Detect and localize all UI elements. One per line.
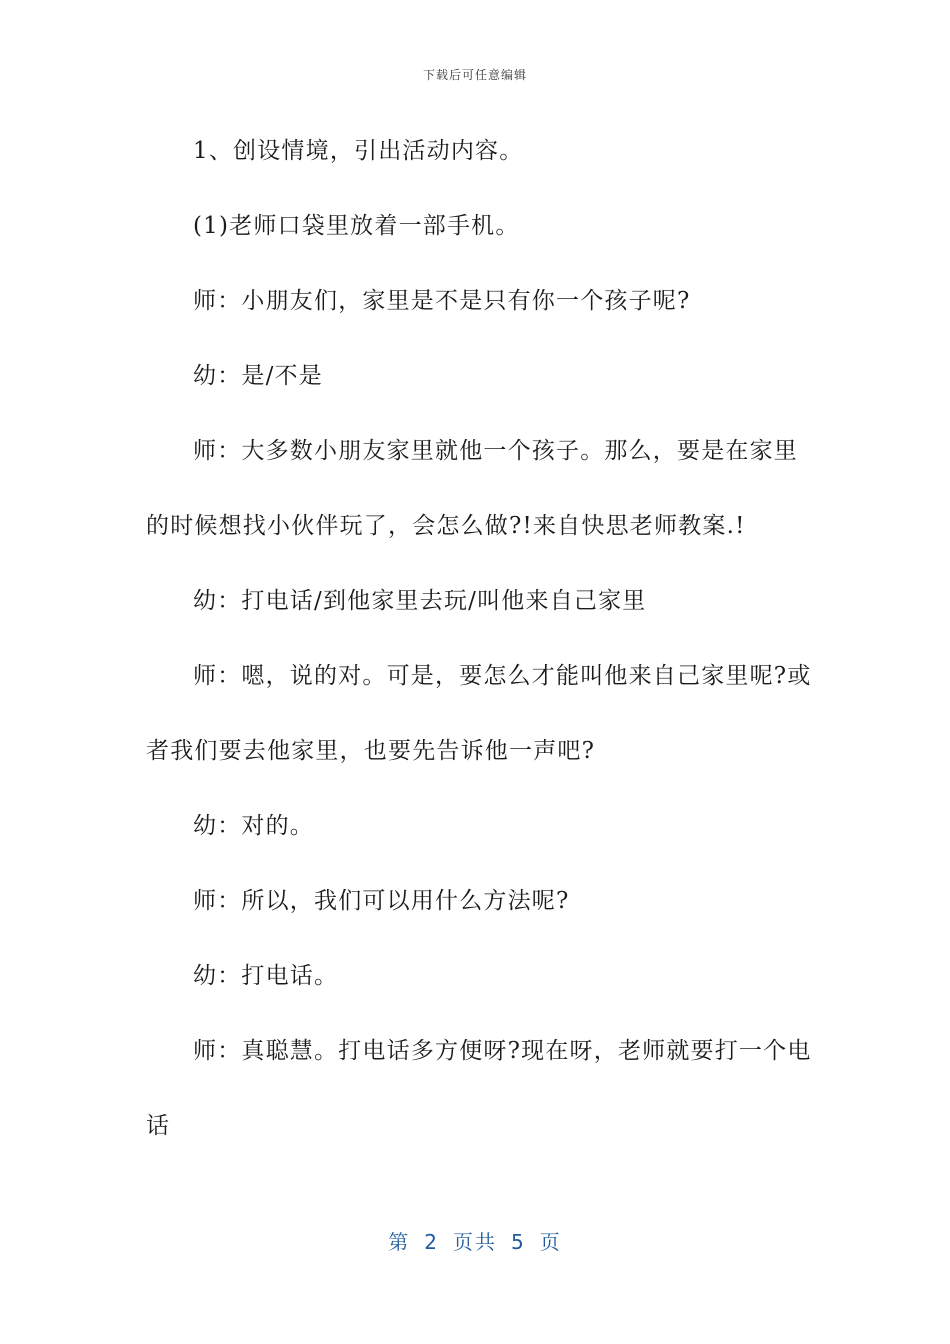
footer-total-pages: 5 <box>511 1230 526 1254</box>
paragraph-2: (1)老师口袋里放着一部手机。 <box>193 213 520 239</box>
paragraph-1: 1、创设情境，引出活动内容。 <box>193 138 524 164</box>
footer-middle: 页共 <box>453 1230 497 1254</box>
paragraph-11-continued: 话 <box>146 1113 171 1139</box>
paragraph-9: 师：所以，我们可以用什么方法呢? <box>193 888 570 914</box>
page-number-footer <box>0 1226 950 1255</box>
paragraph-3: 师：小朋友们，家里是不是只有你一个孩子呢? <box>193 288 691 314</box>
paragraph-7-continued: 者我们要去他家里，也要先告诉他一声吧? <box>146 738 596 764</box>
footer-page-number: 2 <box>424 1230 439 1254</box>
footer-suffix: 页 <box>539 1230 562 1254</box>
paragraph-5: 师：大多数小朋友家里就他一个孩子。那么，要是在家里 <box>193 438 798 464</box>
paragraph-4: 幼：是/不是 <box>193 363 323 389</box>
footer-prefix: 第 <box>388 1230 411 1254</box>
paragraph-5-continued: 的时候想找小伙伴玩了，会怎么做?!来自快思老师教案.! <box>146 513 746 539</box>
paragraph-7: 师：嗯，说的对。可是，要怎么才能叫他来自己家里呢?或 <box>193 663 812 689</box>
page-header-note: 下载后可任意编辑 <box>422 68 527 82</box>
paragraph-8: 幼：对的。 <box>193 813 314 839</box>
paragraph-6: 幼：打电话/到他家里去玩/叫他来自己家里 <box>193 588 647 614</box>
paragraph-10: 幼：打电话。 <box>193 963 339 989</box>
paragraph-11: 师：真聪慧。打电话多方便呀?现在呀，老师就要打一个电 <box>193 1038 812 1064</box>
